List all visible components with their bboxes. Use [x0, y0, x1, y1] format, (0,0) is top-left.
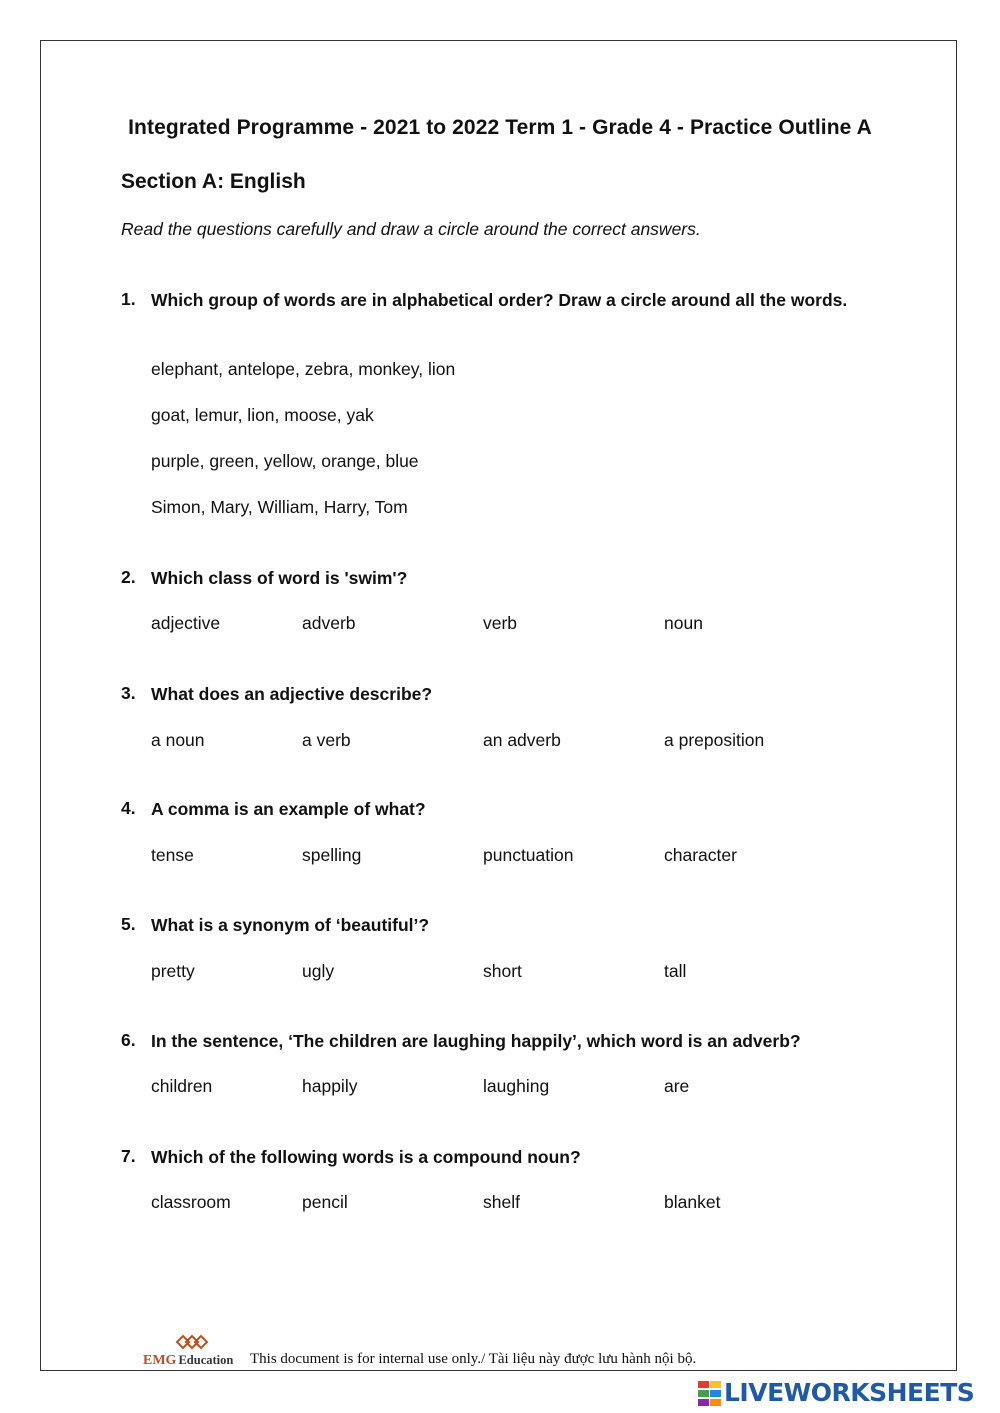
answer-option[interactable]: short	[483, 961, 522, 981]
answer-option[interactable]: punctuation	[483, 845, 574, 865]
question-text: In the sentence, ‘The children are laughing happily’, which word is an adverb?	[151, 1031, 801, 1051]
question-text: Which class of word is 'swim'?	[151, 568, 408, 588]
answer-option[interactable]: pretty	[151, 961, 195, 981]
question-text: Which group of words are in alphabetical order? Draw a circle around all the words.	[151, 290, 848, 310]
emg-logo-text	[143, 1353, 233, 1369]
answer-option[interactable]: noun	[664, 613, 703, 633]
answer-option[interactable]: shelf	[483, 1192, 520, 1212]
answer-option[interactable]: adverb	[302, 613, 356, 633]
answer-option[interactable]: children	[151, 1076, 213, 1096]
answer-option[interactable]: verb	[483, 613, 518, 633]
footer-note: This document is for internal use only./ Tài liệu này được lưu hành nội bộ.	[250, 1351, 697, 1367]
answer-option[interactable]: a preposition	[664, 730, 765, 750]
emg-logo-icon	[175, 1332, 211, 1352]
document-title: Integrated Programme - 2021 to 2022 Term 1 - Grade 4 - Practice Outline A	[128, 116, 872, 139]
answer-option[interactable]: a noun	[151, 730, 205, 750]
liveworksheets-watermark	[698, 1378, 998, 1410]
question-number: 2.	[121, 567, 136, 587]
question-text: A comma is an example of what?	[151, 799, 426, 819]
question-text: Which of the following words is a compound noun?	[151, 1147, 581, 1167]
answer-option[interactable]: purple, green, yellow, orange, blue	[151, 451, 419, 471]
answer-option[interactable]: adjective	[151, 613, 221, 633]
question-text: What is a synonym of ‘beautiful’?	[151, 915, 430, 935]
question-number: 5.	[121, 914, 136, 934]
answer-option[interactable]: character	[664, 845, 737, 865]
answer-option[interactable]: spelling	[302, 845, 362, 865]
instructions: Read the questions carefully and draw a circle around the correct answers.	[121, 219, 701, 239]
answer-option[interactable]: are	[664, 1076, 690, 1096]
answer-option[interactable]: classroom	[151, 1192, 231, 1212]
logo-sub: Education	[178, 1353, 234, 1367]
answer-option[interactable]: blanket	[664, 1192, 721, 1212]
answer-option[interactable]: Simon, Mary, William, Harry, Tom	[151, 497, 408, 517]
page-footer	[143, 1332, 843, 1372]
question-number: 4.	[121, 798, 136, 818]
answer-option[interactable]: a verb	[302, 730, 351, 750]
answer-option[interactable]: elephant, antelope, zebra, monkey, lion	[151, 359, 456, 379]
question-number: 7.	[121, 1146, 136, 1166]
question-text: What does an adjective describe?	[151, 684, 433, 704]
answer-option[interactable]: tense	[151, 845, 194, 865]
section-title: Section A: English	[121, 170, 306, 193]
answer-option[interactable]: tall	[664, 961, 687, 981]
answer-option[interactable]: pencil	[302, 1192, 348, 1212]
answer-option[interactable]: an adverb	[483, 730, 561, 750]
answer-option[interactable]: goat, lemur, lion, moose, yak	[151, 405, 374, 425]
logo-brand: EMG	[143, 1353, 177, 1368]
answer-option[interactable]: laughing	[483, 1076, 550, 1096]
answer-option[interactable]: happily	[302, 1076, 358, 1096]
liveworksheets-text: LIVEWORKSHEETS	[724, 1378, 975, 1407]
question-number: 6.	[121, 1030, 136, 1050]
question-number: 1.	[121, 289, 136, 309]
question-number: 3.	[121, 683, 136, 703]
answer-option[interactable]: ugly	[302, 961, 335, 981]
liveworksheets-logo-icon	[698, 1381, 722, 1407]
